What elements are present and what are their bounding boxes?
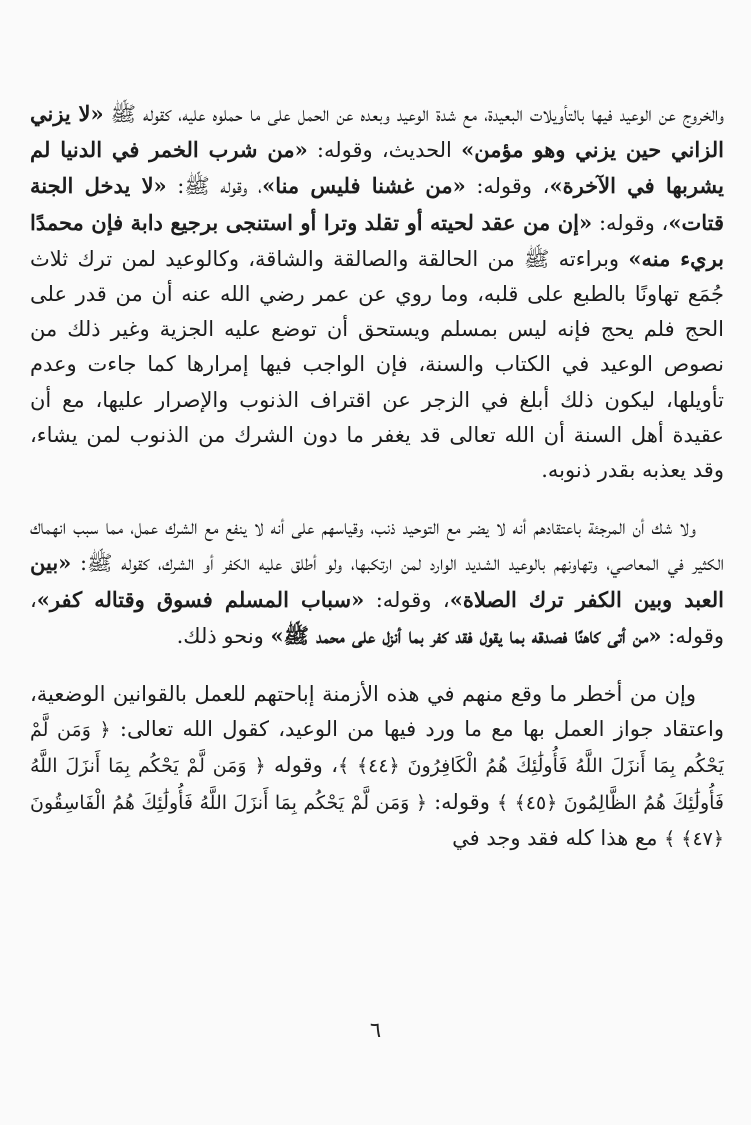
page-number: ٦ bbox=[369, 1018, 382, 1042]
text-segment: ، وقوله: bbox=[465, 174, 550, 199]
hadith-quote: «سباب المسلم فسوق وقتاله كفر» bbox=[36, 586, 365, 612]
paragraph-2 bbox=[30, 510, 724, 654]
text-segment: ونحو ذلك. bbox=[176, 623, 271, 648]
text-segment: وبراءته ﷺ من الحالقة والصالقة والشاقة، وكالوعيد لمن ترك ثلاث جُمَع تهاونًا بالطبع على قلبه، وما روي عن عمر رضي الله عنه أن من قدر على الحج فلم يحج فإنه ليس بمسلم ويستحق أن توضع عليه الجزية وغير ذلك من نصوص الوعيد في الكتاب والسنة، فإن الواجب فيها إمرارها كما جاءت وعدم تأويلها، ليكون ذلك أبلغ في الزجر عن اقتراف الذنوب والإصرار عليها، مع أن عقيدة أهل السنة أن الله تعالى قد يغفر ما دون الشرك من الذنوب لمن يشاء، وقد يعذبه بقدر ذنوبه. bbox=[30, 246, 724, 483]
paragraph-3 bbox=[30, 677, 724, 857]
text-segment: مع هذا كله فقد وجد في bbox=[452, 825, 665, 850]
quran-verse: ﴿ وَمَن لَّمْ يَحْكُم بِمَا أَنزَلَ اللَّهُ فَأُولَٰئِكَ هُمُ الْفَاسِقُونَ ﴿٤٧﴾ ﴾ bbox=[30, 791, 724, 850]
hadith-quote: «بين العبد وبين الكفر ترك الصلاة» bbox=[30, 550, 724, 612]
text-segment: وقوله: bbox=[426, 789, 497, 814]
text-segment: الحديث، وقوله: bbox=[307, 138, 462, 163]
text-segment: ، وقوله: bbox=[592, 210, 669, 235]
text-segment: ، وقوله: bbox=[364, 587, 450, 612]
text-segment: وإن من أخطر ما وقع منهم في هذه الأزمنة إباحتهم للعمل بالقوانين الوضعية، واعتقاد جواز العمل بها مع ما ورد فيها من الوعيد، كقول الله تعالى: bbox=[30, 682, 724, 742]
text-segment: ، وقوله ﷺ: bbox=[166, 174, 263, 199]
hadith-quote: «من أتى كاهنًا فصدقه بما يقول فقد كفر بما أنزل على محمد ﷺ» bbox=[270, 622, 662, 648]
quran-verse: ﴿ وَمَن لَّمْ يَحْكُم بِمَا أَنزَلَ اللَّهُ فَأُولَٰئِكَ هُمُ الظَّالِمُونَ ﴿٤٥﴾ ﴾ bbox=[30, 755, 724, 814]
quran-verse: ﴿ وَمَن لَّمْ يَحْكُم بِمَا أَنزَلَ اللَّهُ فَأُولَٰئِكَ هُمُ الْكَافِرُونَ ﴿٤٤﴾ ﴾ bbox=[30, 719, 724, 778]
hadith-quote: «من غشنا فليس منا» bbox=[262, 173, 466, 199]
text-segment: ، وقوله bbox=[265, 753, 338, 778]
paragraph-1 bbox=[30, 96, 724, 488]
hadith-quote: «من شرب الخمر في الدنيا لم يشربها في الآخرة» bbox=[30, 137, 724, 199]
text-segment: ، وقوله: bbox=[30, 587, 724, 648]
text-segment: والخروج عن الوعيد فيها بالتأويلات البعيدة، مع شدة الوعيد وبعده عن الحمل على ما حملوه عليه، كقوله ﷺ bbox=[103, 102, 724, 126]
hadith-quote: «لا يدخل الجنة قتات» bbox=[30, 173, 724, 235]
hadith-quote: «إن من عقد لحيته أو تقلد وترا أو استنجى برجيع دابة فإن محمدًا بريء منه» bbox=[30, 209, 724, 271]
hadith-quote: «لا يزني الزاني حين يزني وهو مؤمن» bbox=[30, 101, 724, 163]
page-body bbox=[30, 84, 724, 1014]
text-segment: ولا شك أن المرجئة باعتقادهم أنه لا يضر مع التوحيد ذنب، وقياسهم على أنه لا ينفع مع الشرك عمل، مما سبب انهماك الكثير في المعاصي، وتهاونهم بالوعيد الشديد الوارد لمن ارتكبها، ولو أطلق عليه الكفر أو الشرك، كقوله ﷺ: bbox=[30, 515, 724, 576]
